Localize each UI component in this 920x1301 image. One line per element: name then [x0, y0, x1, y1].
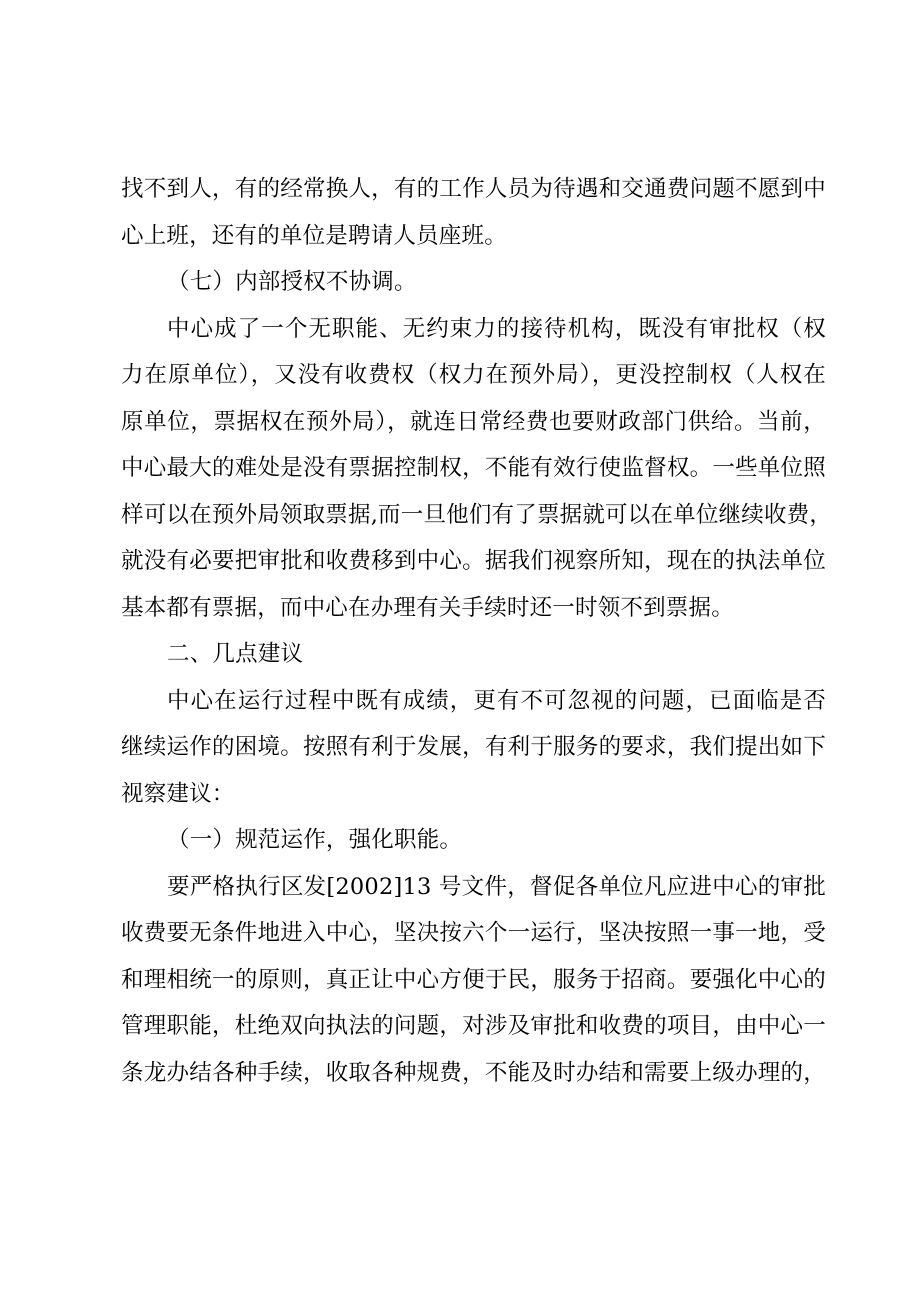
text-line: （七）内部授权不协调。 [167, 269, 417, 295]
text-line: 原单位，票据权在预外局），就连日常经费也要财政部门供给。当前， [121, 408, 826, 435]
text-line: 样可以在预外局领取票据,而一旦他们有了票据就可以在单位继续收费， [121, 501, 833, 528]
text-line: 找不到人，有的经常换人，有的工作人员为待遇和交通费问题不愿到中 [121, 176, 826, 202]
text-line: （一）规范运作，强化职能。 [167, 827, 463, 853]
text-line: 收费要无条件地进入中心，坚决按六个一运行，坚决按照一事一地，受 [121, 920, 826, 946]
text-line: 二、几点建议 [167, 641, 304, 667]
text-line: 基本都有票据，而中心在办理有关手续时还一时领不到票据。 [121, 594, 734, 621]
text-line: 条龙办结各种手续，收取各种规费，不能及时办结和需要上级办理的， [121, 1059, 826, 1086]
text-line: 管理职能，杜绝双向执法的问题，对涉及审批和收费的项目，由中心一 [121, 1013, 826, 1039]
text-line: 力在原单位），又没有收费权（权力在预外局），更没控制权（人权在 [121, 362, 826, 388]
text-line: 中心成了一个无职能、无约束力的接待机构，既没有审批权（权 [167, 315, 826, 342]
text-line: 心上班，还有的单位是聘请人员座班。 [121, 222, 507, 249]
text-line: 中心在运行过程中既有成绩，更有不可忽视的问题，已面临是否 [167, 687, 826, 714]
text-line: 中心最大的难处是没有票据控制权，不能有效行使监督权。一些单位照 [121, 455, 826, 481]
text-line: 要严格执行区发[2002]13 号文件，督促各单位凡应进中心的审批 [167, 873, 826, 900]
document-body [121, 166, 833, 1096]
text-line: 继续运作的困境。按照有利于发展，有利于服务的要求，我们提出如下 [121, 734, 826, 760]
text-line: 视察建议： [121, 780, 235, 807]
text-line: 和理相统一的原则，真正让中心方便于民，服务于招商。要强化中心的 [121, 966, 826, 993]
text-line: 就没有必要把审批和收费移到中心。据我们视察所知，现在的执法单位 [121, 548, 826, 574]
